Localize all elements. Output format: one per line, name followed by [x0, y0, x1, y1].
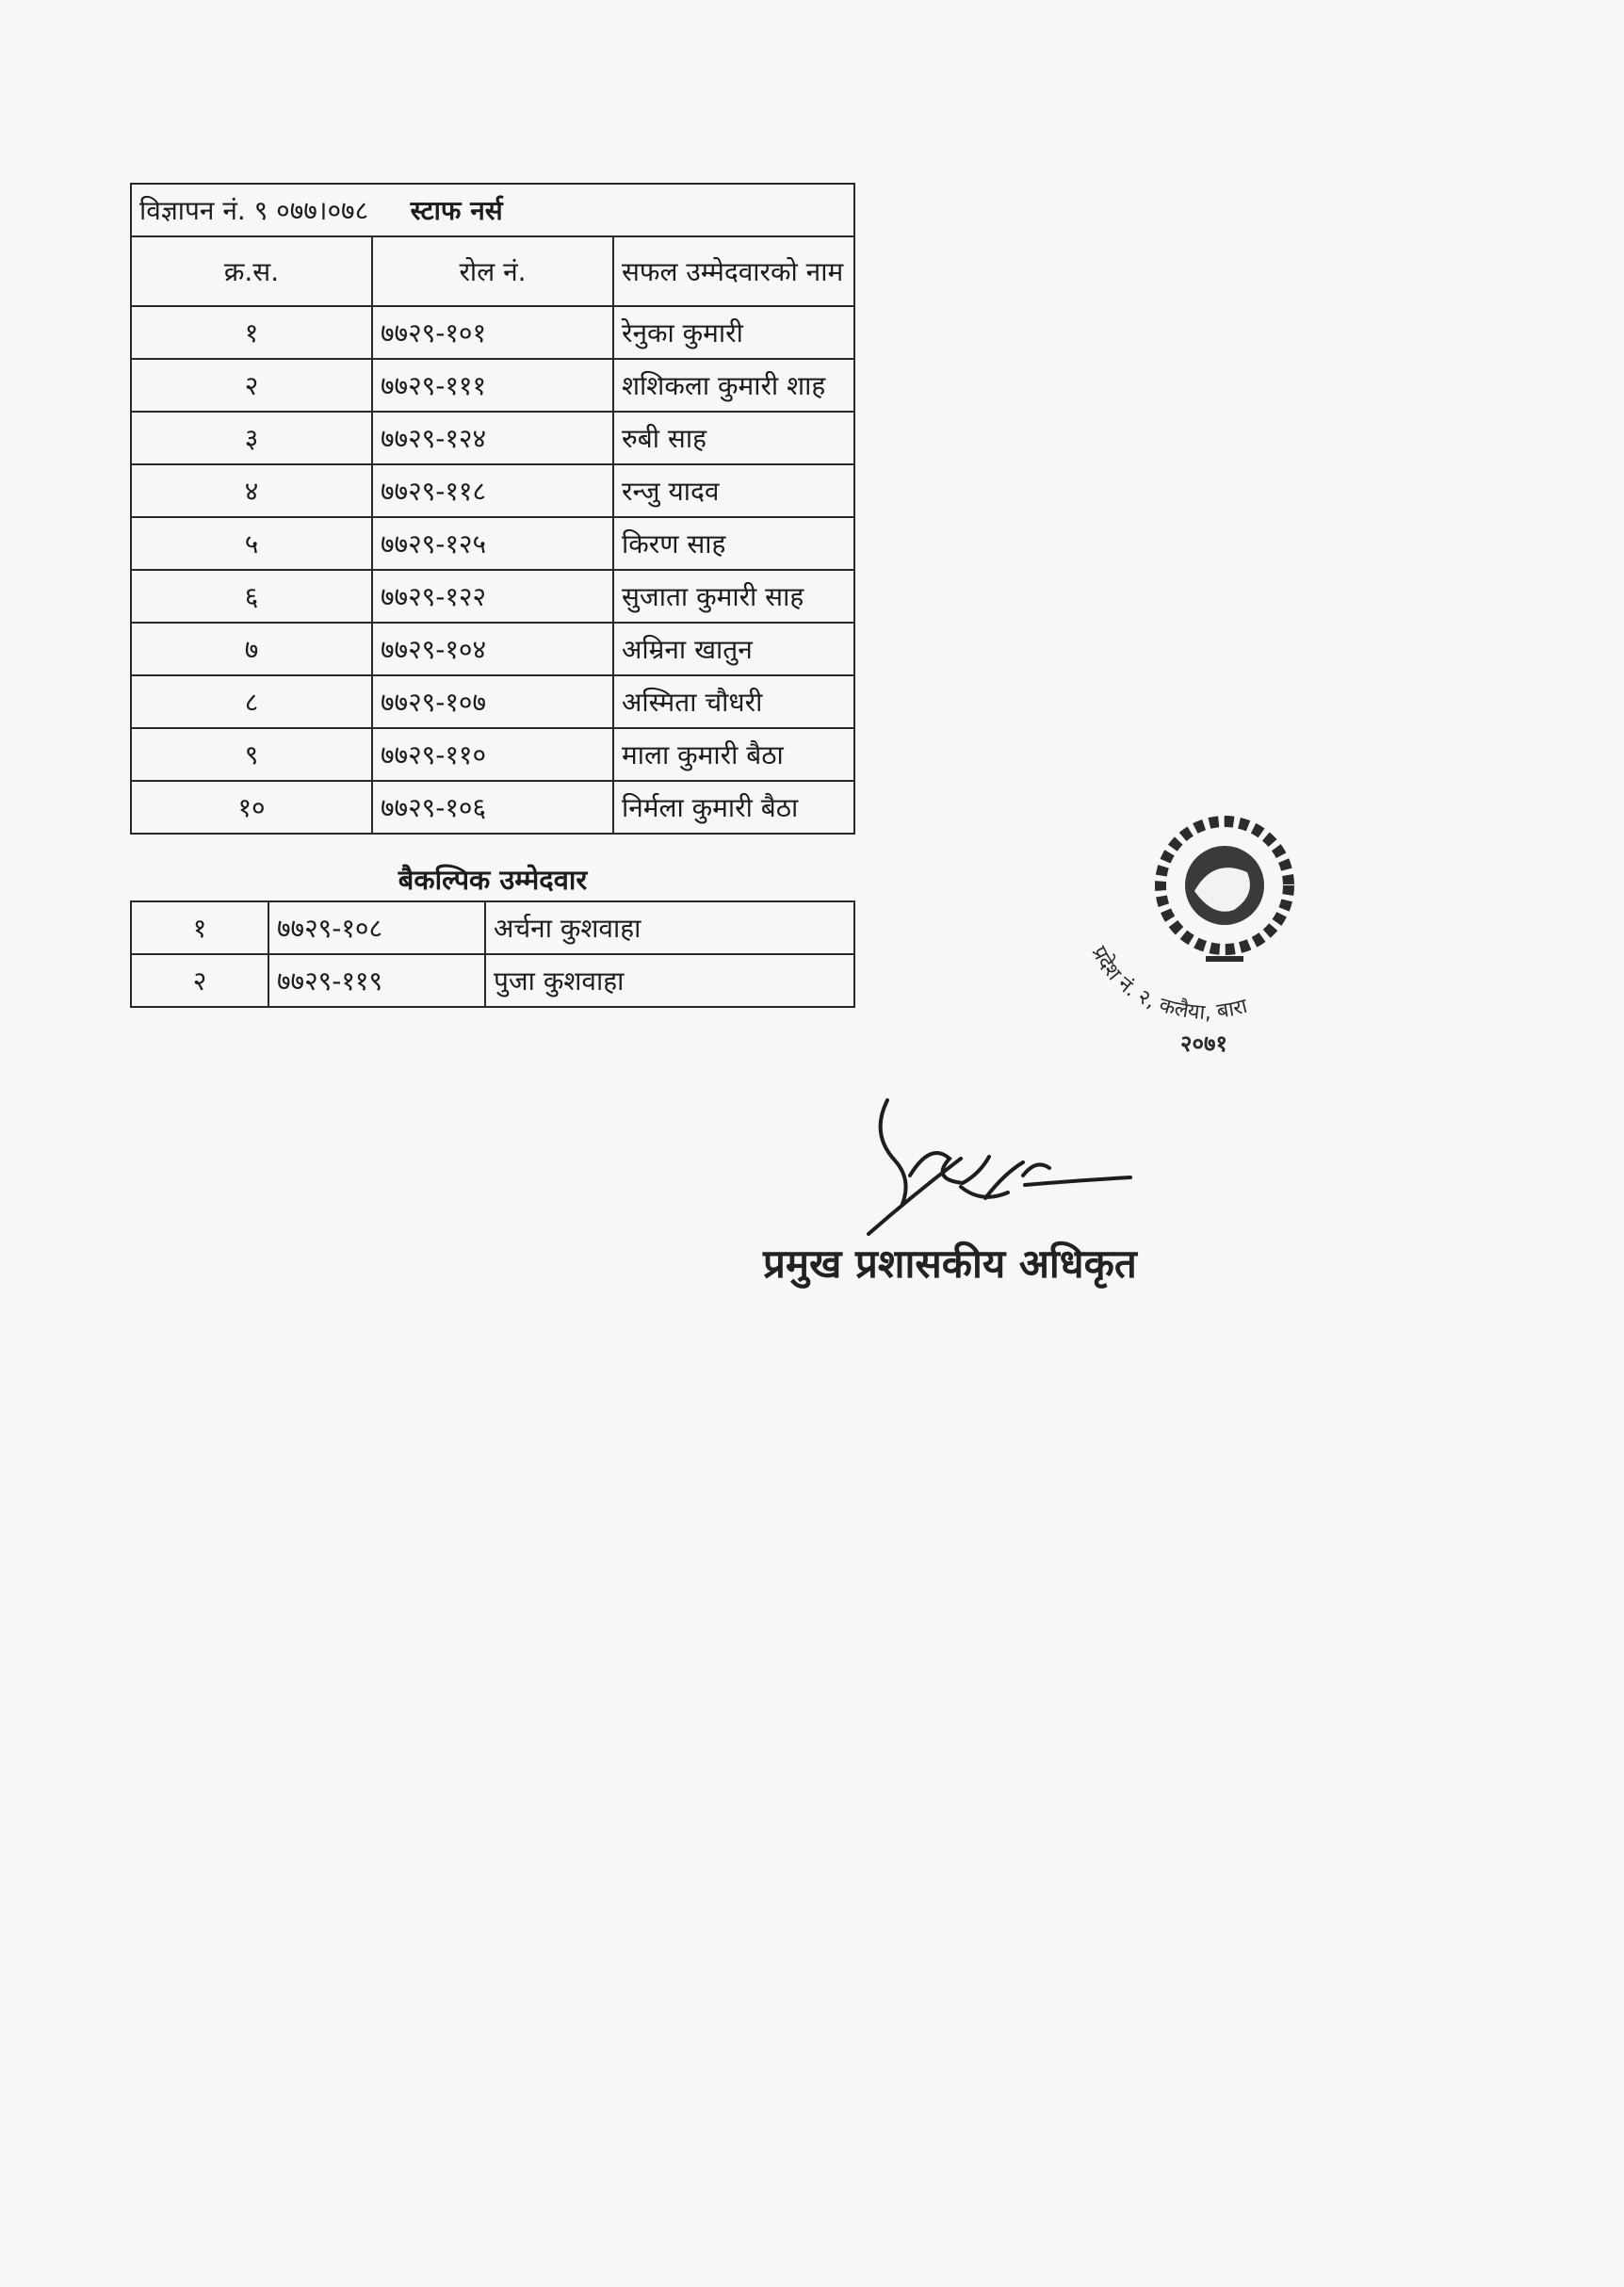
serial-cell: १: [131, 901, 268, 954]
office-seal: [1063, 801, 1349, 1068]
table-row: [131, 570, 854, 623]
table-row: [131, 954, 854, 1007]
header-name: सफल उम्मेदवारको नाम: [613, 236, 854, 306]
roll-cell: ७७२९-१०४: [372, 623, 613, 675]
seal-text: प्रदेश नं. २, कलैया, बारा: [1086, 942, 1250, 1026]
name-cell: रेनुका कुमारी: [613, 306, 854, 359]
roll-cell: ७७२९-१०१: [372, 306, 613, 359]
table-header-row: [131, 236, 854, 306]
serial-cell: ६: [131, 570, 372, 623]
roll-cell: ७७२९-१०७: [372, 675, 613, 728]
name-cell: अम्रिना खातुन: [613, 623, 854, 675]
header-roll: रोल नं.: [372, 236, 613, 306]
table-row: [131, 901, 854, 954]
name-cell: सुजाता कुमारी साह: [613, 570, 854, 623]
header-serial: क्र.स.: [131, 236, 372, 306]
name-cell: रन्जु यादव: [613, 464, 854, 517]
name-cell: किरण साह: [613, 517, 854, 570]
serial-cell: १: [131, 306, 372, 359]
results-body: [131, 306, 854, 834]
table-row: [131, 412, 854, 464]
serial-cell: १०: [131, 781, 372, 834]
roll-cell: ७७२९-१२४: [372, 412, 613, 464]
roll-cell: ७७२९-११८: [372, 464, 613, 517]
serial-cell: ४: [131, 464, 372, 517]
roll-cell: ७७२९-१०८: [268, 901, 485, 954]
alternate-candidates-table: [130, 900, 855, 1008]
serial-cell: ८: [131, 675, 372, 728]
table-row: [131, 781, 854, 834]
name-cell: पुजा कुशवाहा: [485, 954, 854, 1007]
name-cell: माला कुमारी बैठा: [613, 728, 854, 781]
roll-cell: ७७२९-१११: [372, 359, 613, 412]
advertisement-row: [131, 184, 854, 236]
roll-cell: ७७२९-११९: [268, 954, 485, 1007]
alternate-body: [131, 901, 854, 1007]
roll-cell: ७७२९-१२५: [372, 517, 613, 570]
position-name: स्टाफ नर्स: [410, 195, 503, 226]
table-row: [131, 728, 854, 781]
serial-cell: ९: [131, 728, 372, 781]
name-cell: रुबी साह: [613, 412, 854, 464]
serial-cell: ३: [131, 412, 372, 464]
signature-icon: [820, 1093, 1140, 1253]
roll-cell: ७७२९-१०६: [372, 781, 613, 834]
table-row: [131, 675, 854, 728]
name-cell: निर्मला कुमारी बैठा: [613, 781, 854, 834]
table-row: [131, 517, 854, 570]
serial-cell: ५: [131, 517, 372, 570]
roll-cell: ७७२९-११०: [372, 728, 613, 781]
seal-emblem-icon: [1161, 821, 1289, 959]
officer-title: प्रमुख प्रशासकीय अधिकृत: [763, 1241, 1137, 1287]
advertisement-label: विज्ञापन नं. ९ ०७७।०७८: [139, 195, 369, 226]
name-cell: शशिकला कुमारी शाह: [613, 359, 854, 412]
table-row: [131, 464, 854, 517]
roll-cell: ७७२९-१२२: [372, 570, 613, 623]
alternate-title: बैकल्पिक उम्मेदवार: [398, 864, 588, 896]
successful-candidates-table: [130, 183, 855, 835]
name-cell: अस्मिता चौधरी: [613, 675, 854, 728]
serial-cell: २: [131, 954, 268, 1007]
table-row: [131, 306, 854, 359]
serial-cell: ७: [131, 623, 372, 675]
table-row: [131, 359, 854, 412]
name-cell: अर्चना कुशवाहा: [485, 901, 854, 954]
table-row: [131, 623, 854, 675]
serial-cell: २: [131, 359, 372, 412]
advertisement-header: [131, 184, 854, 236]
seal-number: २०७१: [1180, 1030, 1227, 1057]
